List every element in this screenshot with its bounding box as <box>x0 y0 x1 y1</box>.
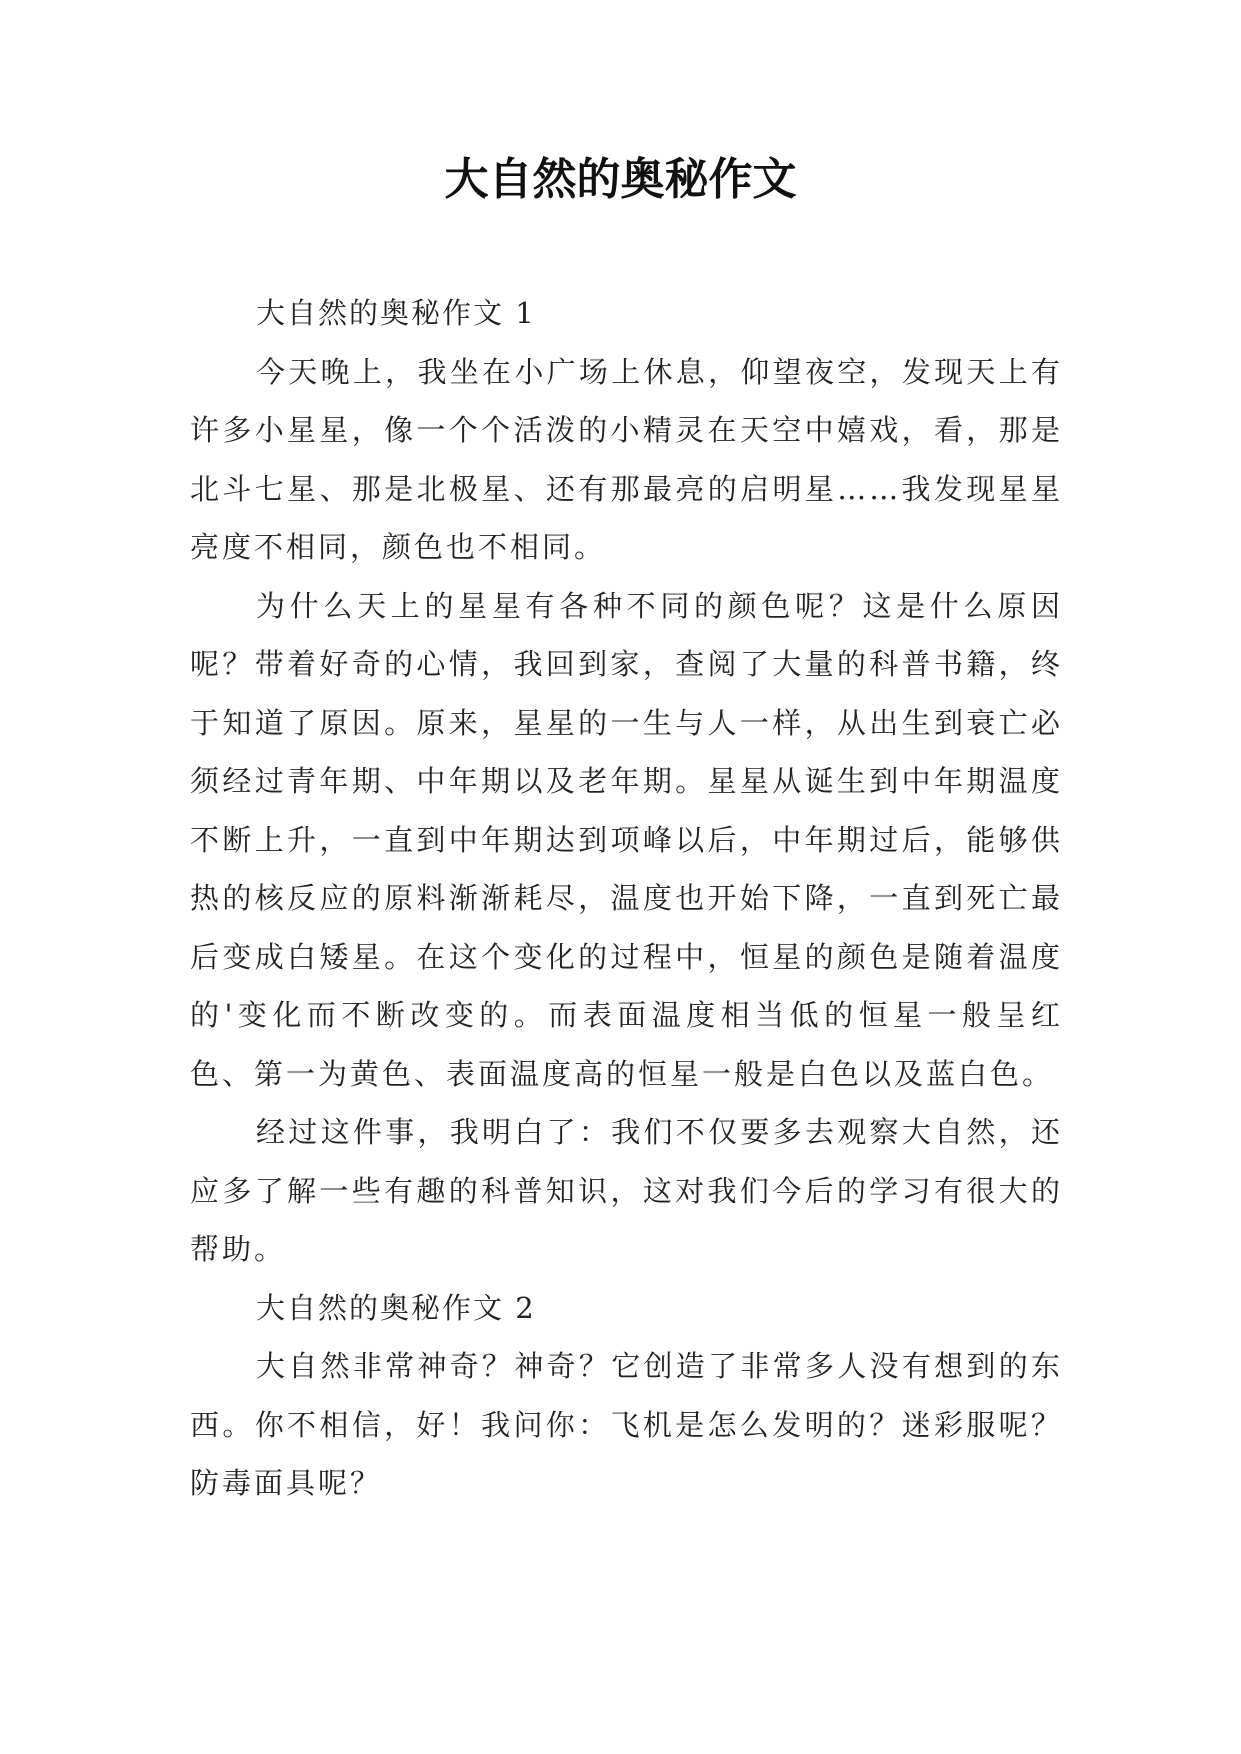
paragraph: 经过这件事，我明白了：我们不仅要多去观察大自然，还应多了解一些有趣的科普知识，这对我们今后的学习有很大的帮助。 <box>190 1115 1063 1266</box>
document-body <box>190 284 1063 1513</box>
section-heading-2: 大自然的奥秘作文 2 <box>256 1290 536 1325</box>
paragraph: 大自然非常神奇？神奇？它创造了非常多人没有想到的东西。你不相信，好！我问你：飞机是怎么发明的？迷彩服呢？防毒面具呢？ <box>190 1349 1063 1500</box>
paragraph: 今天晚上，我坐在小广场上休息，仰望夜空，发现天上有许多小星星，像一个个活泼的小精灵在天空中嬉戏，看，那是北斗七星、那是北极星、还有那最亮的启明星……我发现星星亮度不相同，颜色也不相同。 <box>190 354 1063 564</box>
section-heading-1: 大自然的奥秘作文 1 <box>256 296 536 330</box>
paragraph: 为什么天上的星星有各种不同的颜色呢？这是什么原因呢？带着好奇的心情，我回到家，查阅了大量的科普书籍，终于知道了原因。原来，星星的一生与人一样，从出生到衰亡必须经过青年期、中年期以及老年期。星星从诞生到中年期温度不断上升，一直到中年期达到项峰以后，中年期过后，能够供热的核反应的原料渐渐耗尽，温度也开始下降，一直到死亡最后变成白矮星。在这个变化的过程中，恒星的颜色是随着温度的'变化而不断改变的。而表面温度相当低的恒星一般呈红色、第一为黄色、表面温度高的恒星一般是白色以及蓝白色。 <box>190 588 1063 1091</box>
document-title: 大自然的奥秘作文 <box>444 154 797 205</box>
